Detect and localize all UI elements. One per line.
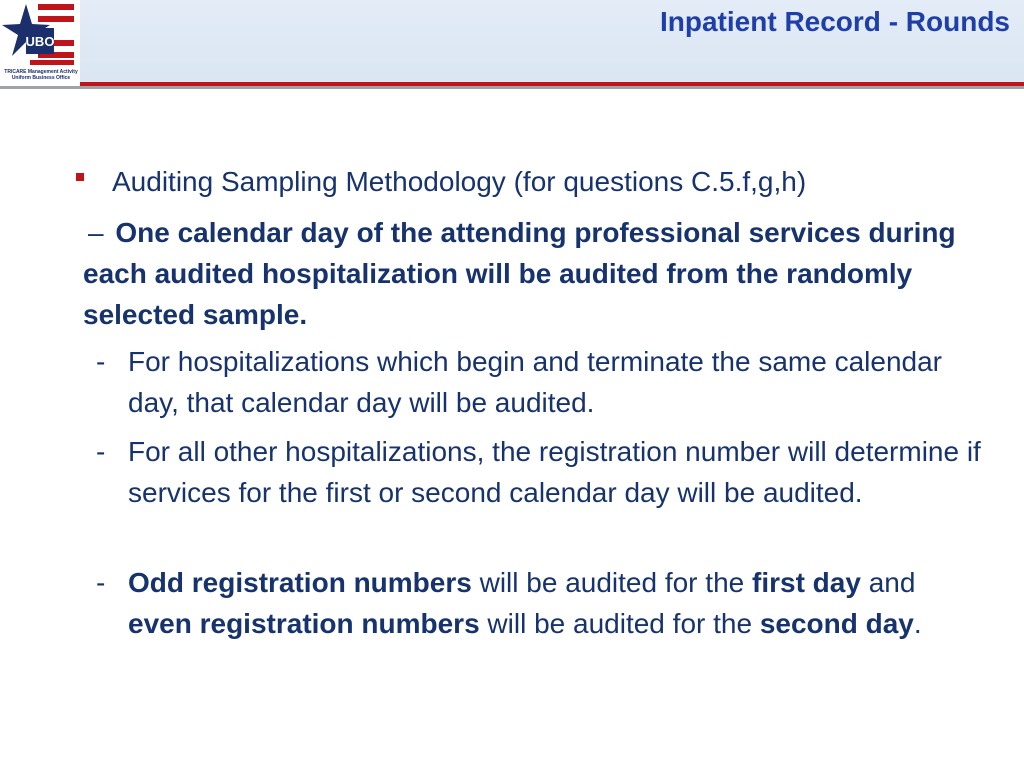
even-numbers-emphasis: even registration numbers [128,608,480,639]
odd-numbers-emphasis: Odd registration numbers [128,567,472,598]
sub-item-text-part: will be audited for the [471,567,752,598]
bullet-heading: Auditing Sampling Methodology (for questions C.5.f,g,h) [112,166,807,197]
logo-caption-line1: TRICARE Management Activity [4,69,78,75]
sub-item-text-part: will be audited for the [479,608,760,639]
sub-item-text-part: and [860,567,916,598]
sub-item-text-part: . [913,608,922,639]
sub-item-text: For all other hospitalizations, the registration number will determine if services for the first or second calendar day will be audited. [128,436,981,508]
slide-title: Inpatient Record - Rounds [660,6,1010,37]
sub-item-text [128,562,986,644]
sub-item-dash: - [96,567,106,598]
sub-item-text: For hospitalizations which begin and terminate the same calendar day, that calendar day will be audited. [128,346,943,418]
sub-item-2 [96,431,986,513]
bold-statement-text: One calendar day of the attending professional services during each audited hospitalization will be audited from the randomly selected sample. [83,217,956,330]
first-day-emphasis: first day [752,567,861,598]
square-bullet-icon [76,173,84,181]
sub-item-1 [96,341,986,423]
sub-item-dash: - [96,436,106,467]
logo-caption-line2: Uniform Business Office [11,75,71,81]
sub-item-3 [96,562,986,644]
second-day-emphasis: second day [759,608,914,639]
sub-item-dash: - [96,346,106,377]
bold-statement [83,212,963,335]
logo-text: UBO [25,34,55,49]
dash-marker: – [88,217,104,248]
